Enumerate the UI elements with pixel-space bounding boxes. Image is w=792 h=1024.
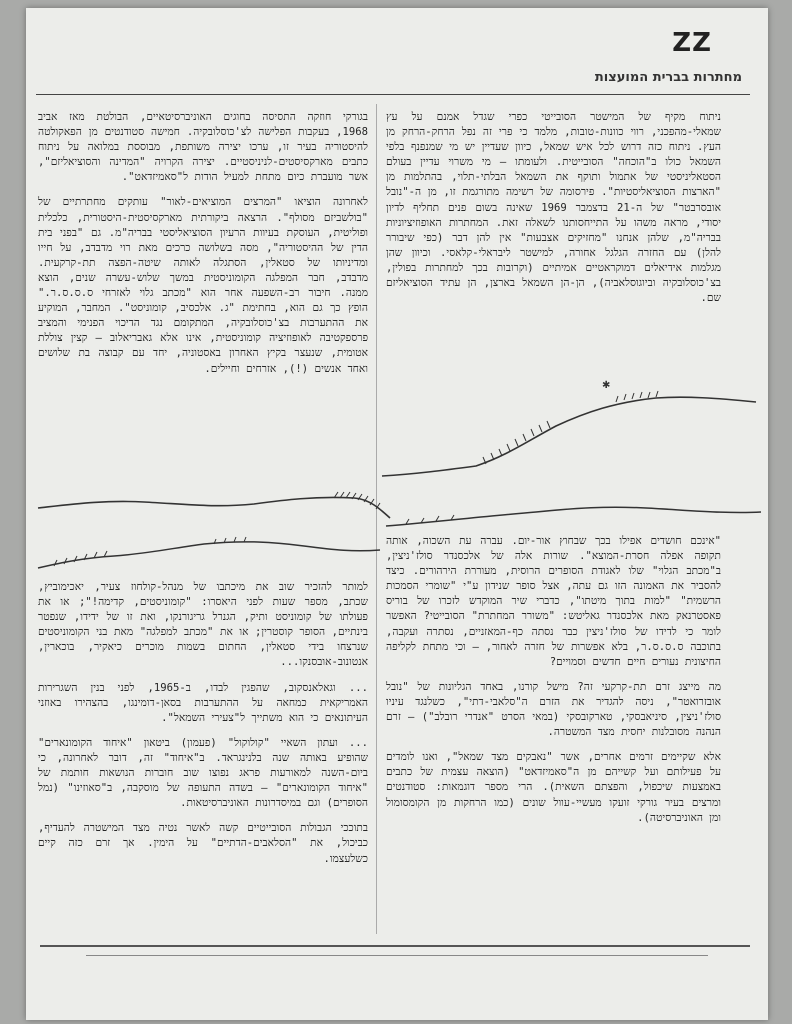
- ridge-sketch-left: [34, 528, 384, 578]
- footer-rule-thin: [86, 955, 708, 956]
- column-right-bottom: [386, 534, 721, 836]
- document-page: [26, 8, 768, 1020]
- paragraph: בגורקי חוזקה התסיסה בחוגים האוניברסיטאיים, הבולטת מאז אביב 1968, בעקבות הפלישה לצ'כוסלובקיה. חמישה סטודנטים מן הפאקולטה להיסטוריה בעיר זו, ערכו יצירה משותפת, מבוססת במלואה על ניתוח כתבים מארקסיסטים-לניניסטיים. יצירה הקרויה "המדינה והסוציאליזם", אשר מועברת כיום מתחת למעיל הודות ל"סאמיזדאט".: [38, 111, 368, 184]
- paragraph: ... ועתון השאיי "קולוקול" (פעמון) ביטאון "איחוד הקומונארים" שהופיע באותה שנה בלנינגראד. ב"איחוד" זה, דובר לאחרונה, כי ביום-השנה למאורעות פראג נפוצו שוב חוברות הנושאות חותמת של "איחוד הקומונארים" — בשדה התעופה של מוסקבה, ב"סאוזינו" (נמל הסופרים) וגם במיסדרונות האוניברסיטאות.: [38, 736, 368, 810]
- page-number: ZZ: [672, 28, 712, 58]
- paragraph: "אינכם חושדים אפילו בכך שבחוץ אור-יום. עברה עת השכוה, אותה תקופה אפלה חסרת-המוצא". שורות אלה של אלכסנדר סולז'ניצין, ב"מכתב הגלוי" שלו לאגודת הסופרים הרוסית, מעוררת הירהורים. כיצד להסביר את האמונה הזו גם עתה, אצל סופר שנידון ע"י "שומרי הסמכות הרשמית" "למות בתוך מיטתו", כדברי שיר המוקדש לזכרו של בוריס פאסטרנאק מאת אלכסנדר גאליטש: "משורר המחתרת" הסובייטי? האפשר לומר כי לדידו של סולז'ניצין כבר נסתה כף-המאזניים, נסתרה ועקבה, בתוכבה ס.ס.ס.ר, בלא אפשרות של חזרה לאחור, — וכי מתחת לקליפה החיצונית נעורים חיים חדשים וסמויים?: [386, 535, 721, 668]
- paragraph: למותר להזכיר שוב את מיכתבו של מנהל-קולחוז צעיר, יאכימוביץ, שכתב, מספר שעות לפני היאסרו: "קומוניסטים, קדימה!"; או את פעולתו של קומוניסט ותיק, הגנרל גריגורנקו, ואת זו של ידידו, שנפטר בינתיים, הסופר קוסטרין; או את "מכתב למפלגה" מאת בני הקומוניסטים שנרצחו בידי סטאלין, החתום בשמות מוכרים כיאקיר, בוכארין, אנטונוב-אובסנקו...: [38, 581, 368, 669]
- running-head: מחתרות בברית המועצות: [36, 70, 750, 95]
- paragraph: לאחרונה הוציאו "המרצים המוציאים-לאור" עותקים מחתרתיים של "בולשביזם מסולף". הרצאה ביקורתית מארקסיסטית-היסטורית, כלכלית ופוליטית, העוסקת בעיוות הרעיון הסוציאליסטי בבריה"מ. גם "בפני בית הדין של ההיסטוריה", מסה בשלושה כרכים מאת רוי מדבדב, על חייו ומדיניותו של סטאלין, הסתגלה לאותה שיטה-הפצה תת-קרקעית. מדבדב, חבר המפלגה הקומוניסטית במשך שלוש-עשרה שנים, הוצא ממנה. חיבור רב-השפעה אחר הוא "מכתב גלוי לאזרחי ס.ס.ס.ר." הופץ כך גם הוא, בחתימת "ג. אלכסיב, קומוניסט". המחבר, המוקיע את ההתערבות בצ'כוסלובקיה, המתקומם נגד הדיכוי הפנימי והמציב פרספקטיבה לאופוזיציה קומוניסטית, אינו אלא גאבריאלוב — קצין צוללת אטומית, שנעצר בקיץ האחרון באסטוניה, יחד עם קבוצה בת שלושים ואחד אנשים (!), אזרחים וחיילים.: [38, 196, 368, 375]
- footer-rule: [40, 945, 750, 947]
- column-left-top: [38, 110, 368, 387]
- svg-text:✱: ✱: [602, 380, 611, 391]
- column-right-top: [386, 110, 721, 316]
- column-left-bottom: [38, 580, 368, 877]
- paragraph: מה מייצג זרם תת-קרקעי זה? מישל קורנו, באחד הגליונות של "נובל אובזרואטר", ניסה להגדיר את הזרם ה"סלאבי-דתי", כשלנגד עיניו סולז'ניצין, סיניאבסקי, טארקובסקי (במאי הסרט "אנדרי רובלב") — זרם הנהנה מסובלנות יחסית מצד המשטרה.: [386, 680, 721, 739]
- valley-sketch-right: [376, 496, 766, 536]
- paragraph: ... וגאלאנסקוב, שהפגין לבדו, ב-1965, לפני בנין השגרירות האמריקאית כמחאה על ההתערבות בסאן-דומינגו, בהצהירו באוזני העיתונאים כי הוא משתייך ל"צעירי השמאל".: [38, 681, 368, 724]
- paragraph: ניתוח מקיף של המישטר הסובייטי כפרי שגדל אמנם על עץ שמאלי-מהפכני, רווי כוונות-טובות, מלמד כי פרי זה נפל הרחק-הרחק מן העץ. ניתוח כזה דרוש לכל איש שמאל, כיוון שעדיין יש מי שמנפנף בלפי השמאל כולו ב"הוכחה" הסובייטית. ולעומתו — מי משרוי עדיין בעולם הסטאליניסטי של אתמול ותוקף את השמאל הבלתי-תלוי, בהתלמות מן "הארצות הסוציאליסטיות". פירסומה של רשימה מתורגמת זו, מן ה-"נובל אובסרבטר" של ה-21 בדצמבר 1969 שאינה בשום פנים תחליף לדיון יסודי, מראה משהו על התייחסותנו לשאלה זאת. המחתרות האופוזיציוניות בבריה"מ, שלהן אנחנו "מחזיקים אצבעות" אין להן דבר (כפי שיבורר להלן) עם החזרה הגלגל אחורה, למישטר ליבראלי-קלאסי. וכיוון שהן מגלמות אידיאלים דמוקראטיים אמיתיים (וקרובות בכך למחתרות בפולין, בצ'כוסלובקיה וביוגוסלאביה), הן-הן השמאל בארצן, הן עתיד הסוציאליזם שם.: [386, 111, 721, 305]
- paragraph: בתוככי הגבולות הסובייטיים קשה לאשר נטיה מצד המישטרה להעדיף, כביכול, את "הסלאבים-הדתיים" על הימין. אך זרם כזה קיים כשלעצמו.: [38, 822, 368, 865]
- paragraph: אלא שקיימים זרמים אחרים, אשר "נאבקים מצד שמאל", ואנו לומדים על פעילותם ועל קשייהם מן ה"סאמיזדאט" (הוצאה עצמית של כתבים באמצעות שיכפול, והפצתם השאית). הרי מספר דוגמאות: סטודנטים ומרצים בעיר גורקי זועקו מעשיי-עוול שונים (כמו הרחקות מן הקומסומול ומן האוניברסיטה).: [386, 751, 721, 824]
- hill-sketch-right: [376, 376, 766, 486]
